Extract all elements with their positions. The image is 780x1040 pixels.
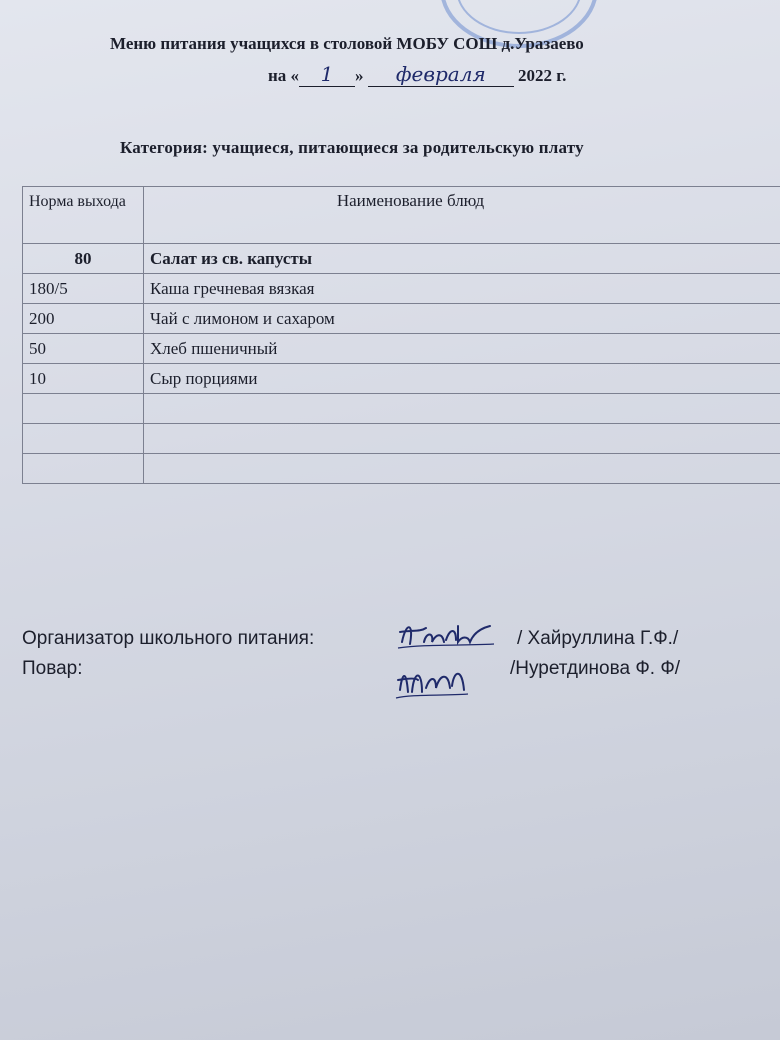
date-prefix: на «: [268, 66, 300, 85]
date-day: 1: [299, 62, 355, 87]
portion-cell: [23, 454, 144, 484]
dish-cell: [144, 424, 780, 454]
header-norma: Норма выхода: [23, 187, 144, 244]
cook-name: /Нуретдинова Ф. Ф/: [510, 658, 681, 679]
date-year: 2022 г.: [518, 66, 567, 85]
portion-cell: 180/5: [23, 274, 144, 304]
dish-cell: [144, 454, 780, 484]
dish-cell: [144, 394, 780, 424]
portion-cell: 10: [23, 364, 144, 394]
portion-cell: [23, 424, 144, 454]
dish-cell: Чай с лимоном и сахаром: [144, 304, 780, 334]
portion-cell: 80: [23, 244, 144, 274]
table-row: [23, 334, 780, 364]
table-row: [23, 424, 780, 454]
cook-signature: [392, 660, 472, 702]
header-dish-name: Наименование блюд: [144, 187, 780, 244]
table-row: [23, 244, 780, 274]
organizer-name: / Хайруллина Г.Ф./: [517, 628, 679, 649]
table-row: [23, 364, 780, 394]
table-row: [23, 394, 780, 424]
portion-cell: 200: [23, 304, 144, 334]
portion-cell: 50: [23, 334, 144, 364]
dish-cell: Хлеб пшеничный: [144, 334, 780, 364]
date-month: февраля: [368, 62, 514, 87]
table-header-row: [23, 187, 780, 244]
portion-cell: [23, 394, 144, 424]
dish-cell: Каша гречневая вязкая: [144, 274, 780, 304]
menu-table: [22, 186, 780, 484]
cook-label: Повар:: [22, 658, 83, 679]
dish-cell: Сыр порциями: [144, 364, 780, 394]
organizer-signature: [396, 614, 496, 654]
table-row: [23, 304, 780, 334]
document-title: Меню питания учащихся в столовой МОБУ СОШ д.Уразаево: [110, 34, 584, 53]
table-row: [23, 454, 780, 484]
date-mid: »: [355, 66, 364, 85]
document-date: [268, 62, 566, 87]
table-row: [23, 274, 780, 304]
dish-cell: Салат из св. капусты: [144, 244, 780, 274]
organizer-label: Организатор школьного питания:: [22, 628, 315, 649]
category-line: Категория: учащиеся, питающиеся за родительскую плату: [120, 138, 584, 157]
